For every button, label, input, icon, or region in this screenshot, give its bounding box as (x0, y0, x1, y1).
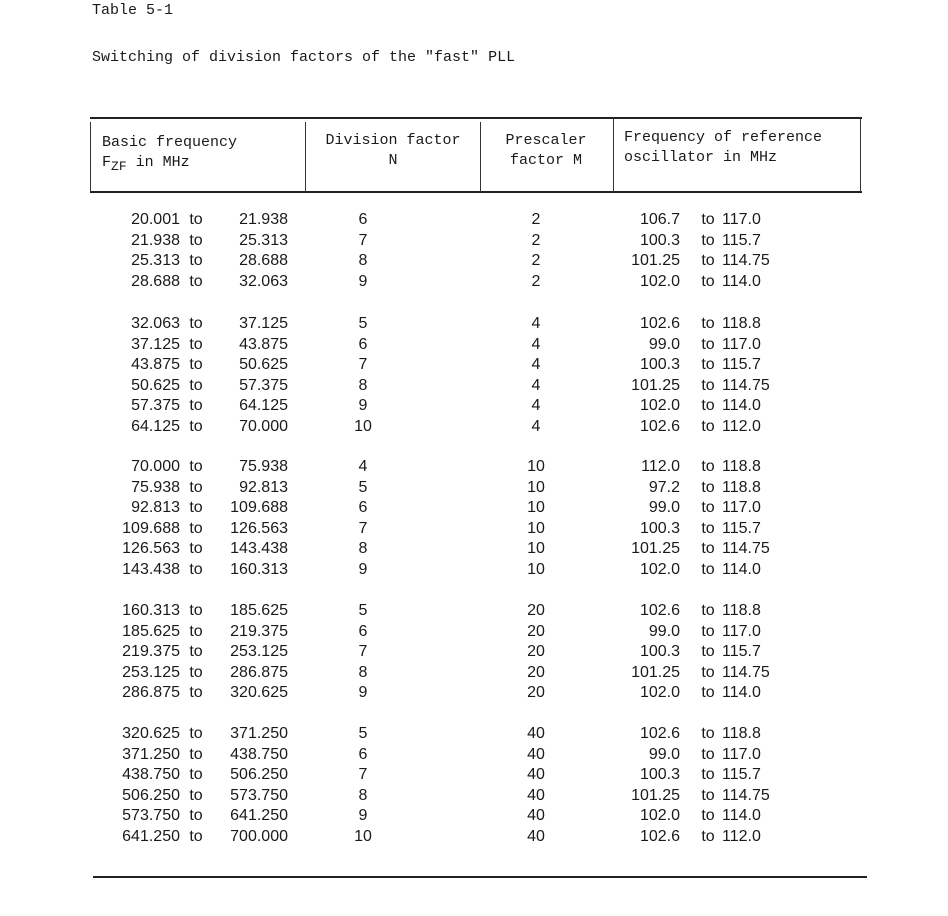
freq-to: to (189, 663, 203, 681)
table-row: 506.250 to 573.750 8 40 101.25 to 114.75 (0, 786, 948, 806)
freq-low: 143.438 (122, 561, 180, 578)
freq-high: 75.938 (239, 458, 288, 475)
ref-low: 99.0 (648, 499, 680, 517)
freq-to: to (189, 622, 203, 640)
header-divider-right (860, 118, 861, 192)
ref-low: 100.3 (639, 356, 680, 374)
header-basic-frequency-line1: Basic frequency (102, 134, 238, 151)
freq-low: 50.625 (131, 376, 180, 394)
freq-high: 64.125 (239, 397, 288, 415)
ref-to: to (701, 828, 715, 845)
freq-to: to (189, 725, 203, 742)
freq-low: 92.813 (131, 499, 180, 517)
division-factor: 6 (358, 335, 368, 353)
table-label: Table 5-1 (92, 2, 174, 19)
freq-to: to (189, 211, 203, 228)
freq-to: to (189, 602, 203, 619)
freq-to: to (189, 376, 203, 394)
ref-to: to (701, 684, 715, 702)
table-row: 371.250 to 438.750 6 40 99.0 to 117.0 (0, 745, 948, 765)
ref-to: to (701, 252, 715, 270)
freq-low: 253.125 (122, 663, 180, 681)
division-factor: 6 (358, 499, 368, 517)
freq-to: to (189, 828, 203, 845)
division-factor: 10 (354, 418, 372, 435)
division-factor: 8 (358, 786, 368, 804)
prescaler-factor: 10 (527, 540, 545, 558)
freq-high: 126.563 (230, 519, 288, 537)
freq-high: 28.688 (239, 252, 288, 270)
freq-to: to (189, 643, 203, 661)
ref-low: 102.6 (639, 418, 680, 435)
freq-to: to (189, 807, 203, 825)
prescaler-factor: 10 (527, 478, 545, 496)
prescaler-factor: 4 (531, 315, 541, 332)
freq-low: 185.625 (122, 622, 180, 640)
ref-low: 97.2 (648, 478, 680, 496)
freq-high: 371.250 (230, 725, 288, 742)
ref-to: to (701, 519, 715, 537)
table-row: 573.750 to 641.250 9 40 102.0 to 114.0 (0, 806, 948, 826)
table-top-rule (90, 117, 862, 119)
table-row: 75.938 to 92.813 5 10 97.2 to 118.8 (0, 478, 948, 498)
freq-to: to (189, 335, 203, 353)
freq-high: 21.938 (239, 211, 288, 228)
ref-to: to (701, 211, 715, 228)
freq-low: 160.313 (122, 602, 180, 619)
header-division-factor-line1: Division factor (325, 132, 461, 149)
table-row: 64.125 to 70.000 10 4 102.6 to 112.0 (0, 417, 948, 437)
prescaler-factor: 10 (527, 499, 545, 517)
ref-to: to (701, 478, 715, 496)
freq-low: 21.938 (131, 231, 180, 249)
freq-low: 286.875 (122, 684, 180, 702)
ref-low: 102.0 (639, 561, 680, 578)
freq-low: 109.688 (122, 519, 180, 537)
division-factor: 7 (358, 643, 368, 661)
division-factor: 7 (358, 231, 368, 249)
ref-to: to (701, 643, 715, 661)
table-row: 143.438 to 160.313 9 10 102.0 to 114.0 (0, 560, 948, 580)
table-row: 126.563 to 143.438 8 10 101.25 to 114.75 (0, 539, 948, 559)
table-row: 160.313 to 185.625 5 20 102.6 to 118.8 (0, 601, 948, 621)
freq-to: to (189, 519, 203, 537)
table-row: 21.938 to 25.313 7 2 100.3 to 115.7 (0, 231, 948, 251)
freq-high: 92.813 (239, 478, 288, 496)
ref-to: to (701, 725, 715, 742)
ref-low: 102.6 (639, 602, 680, 619)
division-factor: 7 (358, 766, 368, 784)
prescaler-factor: 40 (527, 745, 545, 763)
freq-to: to (189, 418, 203, 435)
freq-high: 57.375 (239, 376, 288, 394)
ref-to: to (701, 499, 715, 517)
ref-low: 100.3 (639, 519, 680, 537)
ref-to: to (701, 397, 715, 415)
header-f-subscript: ZF (111, 159, 127, 174)
freq-to: to (189, 766, 203, 784)
ref-to: to (701, 356, 715, 374)
ref-low: 112.0 (641, 458, 680, 475)
division-factor: 6 (358, 745, 368, 763)
table-row: 253.125 to 286.875 8 20 101.25 to 114.75 (0, 663, 948, 683)
ref-to: to (701, 540, 715, 558)
ref-low: 102.0 (639, 807, 680, 825)
freq-low: 219.375 (122, 643, 180, 661)
header-division-factor-line2: N (388, 152, 398, 169)
table-row: 286.875 to 320.625 9 20 102.0 to 114.0 (0, 683, 948, 703)
freq-low: 573.750 (122, 807, 180, 825)
header-reference-line1: Frequency of reference (624, 129, 823, 146)
division-factor: 6 (358, 622, 368, 640)
header-divider-2 (480, 122, 481, 192)
freq-high: 37.125 (239, 315, 288, 332)
division-factor: 8 (358, 252, 368, 270)
table-bottom-rule (93, 876, 867, 878)
table-row: 25.313 to 28.688 8 2 101.25 to 114.75 (0, 251, 948, 271)
freq-to: to (189, 315, 203, 332)
header-reference-frequency (624, 128, 822, 168)
table-row: 20.001 to 21.938 6 2 106.7 to 117.0 (0, 210, 948, 230)
header-prescaler-line1: Prescaler (505, 132, 587, 149)
ref-low: 100.3 (639, 231, 680, 249)
prescaler-factor: 40 (527, 725, 545, 742)
prescaler-factor: 10 (527, 519, 545, 537)
freq-high: 286.875 (230, 663, 288, 681)
freq-to: to (189, 561, 203, 578)
ref-to: to (701, 272, 715, 290)
ref-to: to (701, 807, 715, 825)
ref-low: 102.6 (639, 315, 680, 332)
ref-low: 101.25 (631, 786, 680, 804)
table-row: 43.875 to 50.625 7 4 100.3 to 115.7 (0, 355, 948, 375)
freq-low: 64.125 (131, 418, 180, 435)
header-bottom-rule (90, 191, 862, 193)
prescaler-factor: 10 (527, 458, 545, 475)
freq-to: to (189, 356, 203, 374)
ref-to: to (701, 231, 715, 249)
ref-low: 102.6 (639, 725, 680, 742)
ref-low: 101.25 (631, 540, 680, 558)
freq-high: 320.625 (230, 684, 288, 702)
freq-low: 32.063 (131, 315, 180, 332)
prescaler-factor: 40 (527, 786, 545, 804)
ref-low: 101.25 (631, 252, 680, 270)
prescaler-factor: 20 (527, 663, 545, 681)
prescaler-factor: 4 (531, 397, 541, 415)
header-basic-frequency-line2 (102, 153, 237, 173)
freq-high: 160.313 (230, 561, 288, 578)
prescaler-factor: 40 (527, 828, 545, 845)
freq-to: to (189, 252, 203, 270)
ref-to: to (701, 458, 715, 475)
freq-high: 700.000 (230, 828, 288, 845)
freq-to: to (189, 684, 203, 702)
freq-low: 28.688 (131, 272, 180, 290)
header-prescaler-line2: factor M (509, 152, 582, 169)
freq-high: 43.875 (239, 335, 288, 353)
freq-to: to (189, 478, 203, 496)
division-factor: 9 (358, 272, 368, 290)
freq-low: 641.250 (122, 828, 180, 845)
freq-high: 32.063 (239, 272, 288, 290)
ref-to: to (701, 376, 715, 394)
ref-low: 102.0 (639, 684, 680, 702)
ref-low: 99.0 (648, 745, 680, 763)
ref-low: 99.0 (648, 622, 680, 640)
division-factor: 8 (358, 376, 368, 394)
table-row: 438.750 to 506.250 7 40 100.3 to 115.7 (0, 765, 948, 785)
freq-low: 126.563 (122, 540, 180, 558)
ref-to: to (701, 561, 715, 578)
division-factor: 9 (358, 397, 368, 415)
freq-low: 37.125 (131, 335, 180, 353)
freq-low: 438.750 (122, 766, 180, 784)
table-row: 219.375 to 253.125 7 20 100.3 to 115.7 (0, 642, 948, 662)
freq-high: 109.688 (230, 499, 288, 517)
freq-to: to (189, 458, 203, 475)
division-factor: 10 (354, 828, 372, 845)
table-caption: Switching of division factors of the "fast" PLL (92, 49, 516, 66)
table-row: 37.125 to 43.875 6 4 99.0 to 117.0 (0, 335, 948, 355)
freq-high: 219.375 (230, 622, 288, 640)
freq-high: 438.750 (230, 745, 288, 763)
freq-low: 43.875 (131, 356, 180, 374)
ref-low: 99.0 (648, 335, 680, 353)
header-basic-frequency (102, 133, 237, 173)
ref-low: 106.7 (639, 211, 680, 228)
division-factor: 5 (358, 725, 368, 742)
division-factor: 9 (358, 807, 368, 825)
header-f-symbol: F (102, 154, 112, 171)
prescaler-factor: 4 (531, 356, 541, 374)
table-row: 70.000 to 75.938 4 10 112.0 to 118.8 (0, 457, 948, 477)
prescaler-factor: 4 (531, 418, 541, 435)
ref-low: 102.0 (639, 272, 680, 290)
ref-low: 100.3 (639, 643, 680, 661)
ref-low: 101.25 (631, 376, 680, 394)
ref-low: 102.0 (639, 397, 680, 415)
freq-to: to (189, 499, 203, 517)
ref-low: 102.6 (639, 828, 680, 845)
freq-high: 641.250 (230, 807, 288, 825)
table-row: 320.625 to 371.250 5 40 102.6 to 118.8 (0, 724, 948, 744)
division-factor: 5 (358, 478, 368, 496)
prescaler-factor: 20 (527, 602, 545, 619)
table-row: 185.625 to 219.375 6 20 99.0 to 117.0 (0, 622, 948, 642)
prescaler-factor: 4 (531, 376, 541, 394)
header-divider-left (90, 122, 91, 192)
freq-low: 75.938 (131, 478, 180, 496)
freq-low: 57.375 (131, 397, 180, 415)
table-row: 92.813 to 109.688 6 10 99.0 to 117.0 (0, 498, 948, 518)
ref-to: to (701, 745, 715, 763)
table-row: 109.688 to 126.563 7 10 100.3 to 115.7 (0, 519, 948, 539)
table-row: 28.688 to 32.063 9 2 102.0 to 114.0 (0, 272, 948, 292)
freq-high: 50.625 (239, 356, 288, 374)
freq-high: 25.313 (239, 231, 288, 249)
freq-high: 573.750 (230, 786, 288, 804)
header-division-factor (315, 131, 471, 171)
freq-high: 185.625 (230, 602, 288, 619)
prescaler-factor: 20 (527, 684, 545, 702)
table-row: 50.625 to 57.375 8 4 101.25 to 114.75 (0, 376, 948, 396)
freq-high: 70.000 (239, 418, 288, 435)
freq-low: 70.000 (131, 458, 180, 475)
prescaler-factor: 4 (531, 335, 541, 353)
ref-to: to (701, 335, 715, 353)
freq-low: 506.250 (122, 786, 180, 804)
freq-low: 25.313 (131, 252, 180, 270)
prescaler-factor: 2 (531, 211, 541, 228)
ref-to: to (701, 602, 715, 619)
freq-low: 320.625 (122, 725, 180, 742)
freq-to: to (189, 786, 203, 804)
division-factor: 5 (358, 315, 368, 332)
prescaler-factor: 2 (531, 272, 541, 290)
table-row: 57.375 to 64.125 9 4 102.0 to 114.0 (0, 396, 948, 416)
division-factor: 7 (358, 519, 368, 537)
table-row: 641.250 to 700.000 10 40 102.6 to 112.0 (0, 827, 948, 847)
header-f-unit: in MHz (135, 154, 190, 171)
division-factor: 6 (358, 211, 368, 228)
header-divider-3 (613, 118, 614, 192)
ref-to: to (701, 663, 715, 681)
ref-to: to (701, 622, 715, 640)
ref-low: 100.3 (639, 766, 680, 784)
prescaler-factor: 20 (527, 622, 545, 640)
freq-to: to (189, 745, 203, 763)
freq-high: 506.250 (230, 766, 288, 784)
prescaler-factor: 40 (527, 807, 545, 825)
ref-low: 101.25 (631, 663, 680, 681)
division-factor: 9 (358, 561, 368, 578)
freq-high: 143.438 (230, 540, 288, 558)
ref-to: to (701, 786, 715, 804)
header-prescaler (488, 131, 604, 171)
freq-low: 371.250 (122, 745, 180, 763)
prescaler-factor: 40 (527, 766, 545, 784)
freq-to: to (189, 231, 203, 249)
division-factor: 5 (358, 602, 368, 619)
division-factor: 8 (358, 663, 368, 681)
prescaler-factor: 10 (527, 561, 545, 578)
division-factor: 4 (358, 458, 368, 475)
division-factor: 7 (358, 356, 368, 374)
freq-to: to (189, 397, 203, 415)
freq-to: to (189, 272, 203, 290)
freq-to: to (189, 540, 203, 558)
division-factor: 8 (358, 540, 368, 558)
freq-high: 253.125 (230, 643, 288, 661)
prescaler-factor: 2 (531, 252, 541, 270)
header-divider-1 (305, 122, 306, 192)
freq-low: 20.001 (131, 211, 180, 228)
header-reference-line2: oscillator in MHz (624, 149, 778, 166)
table-row: 32.063 to 37.125 5 4 102.6 to 118.8 (0, 314, 948, 334)
division-factor: 9 (358, 684, 368, 702)
ref-to: to (701, 766, 715, 784)
ref-to: to (701, 418, 715, 435)
prescaler-factor: 20 (527, 643, 545, 661)
prescaler-factor: 2 (531, 231, 541, 249)
ref-to: to (701, 315, 715, 332)
